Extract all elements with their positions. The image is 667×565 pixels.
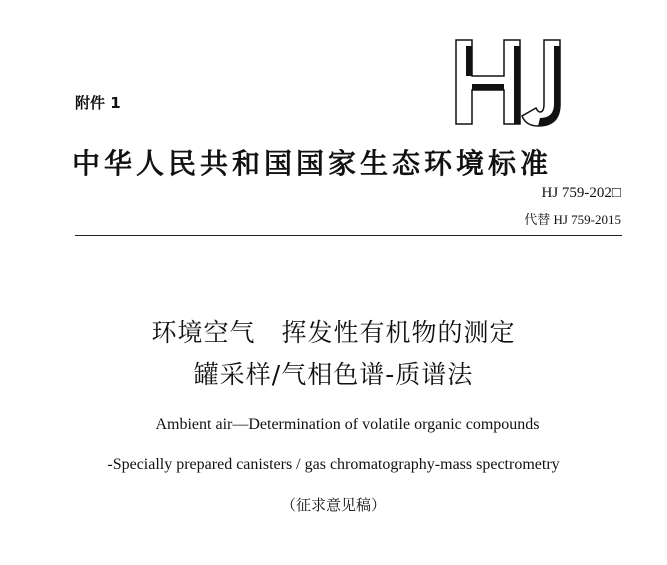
replaces-standard: 代替 HJ 759-2015 [524,212,621,227]
header-divider [75,235,622,236]
draft-label: （征求意见稿） [280,496,386,514]
issuing-organization: 中华人民共和国国家生态环境标准 [72,147,553,180]
title-cn-line1: 环境空气 挥发性有机物的测定 [151,318,516,347]
standard-code: HJ 759-202□ [541,185,621,201]
title-en-line1: Ambient air—Determination of volatile organic compounds [155,416,540,433]
attachment-label: 附件 1 [75,94,121,112]
hj-logo [452,38,572,128]
title-en-line2: -Specially prepared canisters / gas chromatography-mass spectrometry [107,456,560,473]
title-cn-line2: 罐采样/气相色谱-质谱法 [193,360,474,389]
